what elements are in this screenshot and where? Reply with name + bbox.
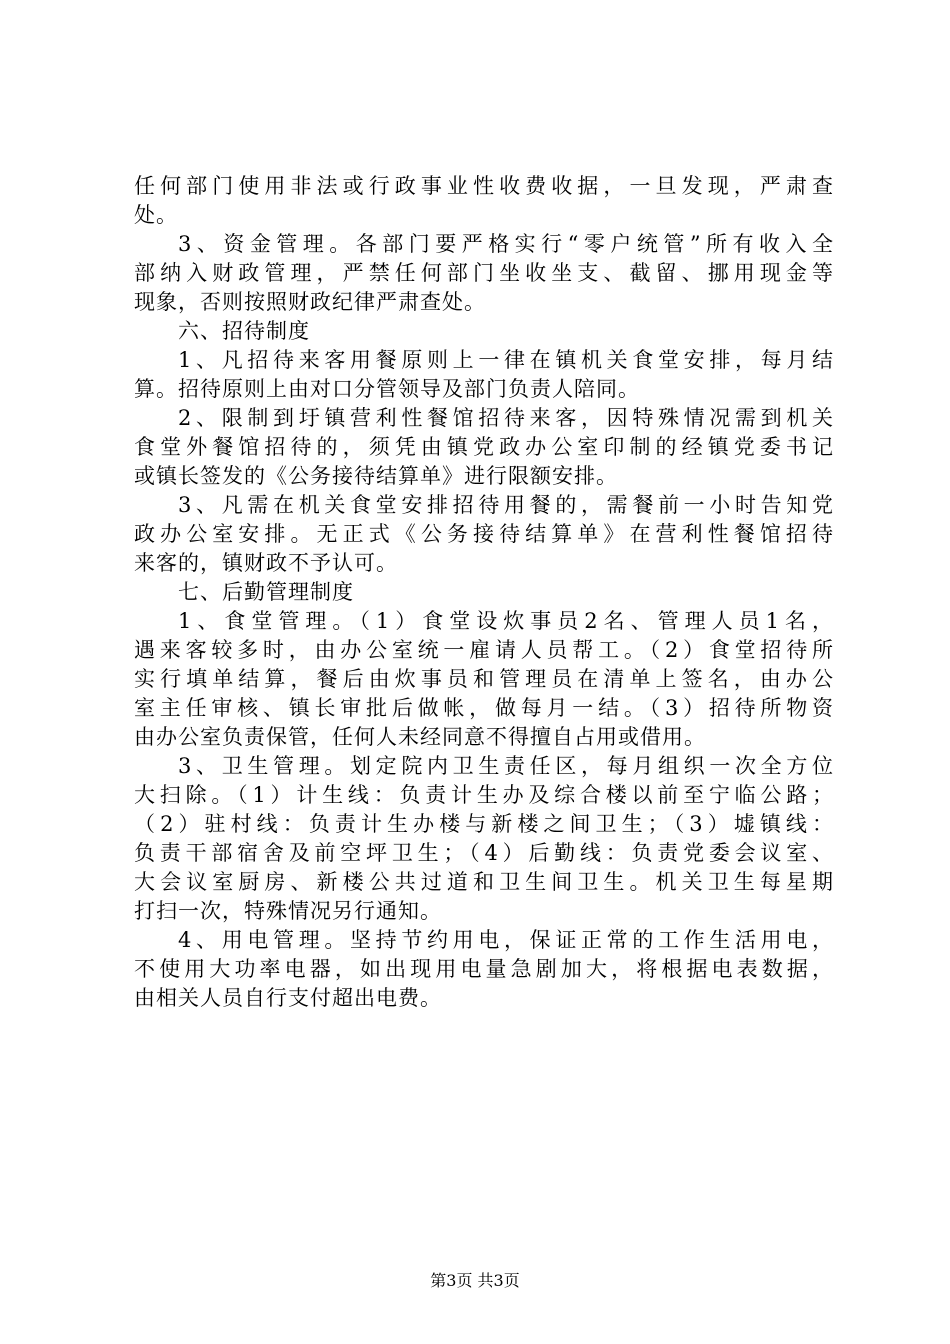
section-heading: 六、招待制度 (178, 319, 310, 343)
text-line: 处。 (134, 203, 178, 227)
text-line: 大扫除。（1）计生线：负责计生办及综合楼以前至宁临公路； (134, 783, 834, 807)
document-body (134, 172, 834, 1013)
paragraph-start-line: 3、资金管理。各部门要严格实行“零户统管”所有收入全 (178, 232, 834, 256)
paragraph-start-line: 3、卫生管理。划定院内卫生责任区，每月组织一次全方位 (178, 754, 834, 778)
text-line: 不使用大功率电器，如出现用电量急剧加大，将根据电表数据， (134, 957, 834, 981)
paragraph-start-line: 1、凡招待来客用餐原则上一律在镇机关食堂安排，每月结 (178, 348, 834, 372)
text-line: 打扫一次，特殊情况另行通知。 (134, 899, 442, 923)
text-line: 食堂外餐馆招待的，须凭由镇党政办公室印制的经镇党委书记 (134, 435, 834, 459)
text-line: 算。招待原则上由对口分管领导及部门负责人陪同。 (134, 377, 640, 401)
paragraph-start-line: 3、凡需在机关食堂安排招待用餐的，需餐前一小时告知党 (178, 493, 834, 517)
text-line: 来客的，镇财政不予认可。 (134, 551, 398, 575)
text-line: 室主任审核、镇长审批后做帐，做每月一结。（3）招待所物资 (134, 696, 834, 720)
text-line: 现象，否则按照财政纪律严肃查处。 (134, 290, 486, 314)
page-number-footer: 第3页 共3页 (430, 1271, 520, 1290)
text-line: 负责干部宿舍及前空坪卫生；（4）后勤线：负责党委会议室、 (134, 841, 834, 865)
text-line: （2）驻村线：负责计生办楼与新楼之间卫生；（3）墟镇线： (134, 812, 834, 836)
text-line: 由办公室负责保管，任何人未经同意不得擅自占用或借用。 (134, 725, 706, 749)
text-line: 实行填单结算，餐后由炊事员和管理员在清单上签名，由办公 (134, 667, 834, 691)
section-heading: 七、后勤管理制度 (178, 580, 354, 604)
text-line: 大会议室厨房、新楼公共过道和卫生间卫生。机关卫生每星期 (134, 870, 834, 894)
paragraph-start-line: 2、限制到圩镇营利性餐馆招待来客，因特殊情况需到机关 (178, 406, 834, 430)
text-line: 部纳入财政管理，严禁任何部门坐收坐支、截留、挪用现金等 (134, 261, 834, 285)
text-line: 遇来客较多时，由办公室统一雇请人员帮工。（2）食堂招待所 (134, 638, 834, 662)
text-line: 任何部门使用非法或行政事业性收费收据，一旦发现，严肃查 (134, 174, 834, 198)
text-line: 政办公室安排。无正式《公务接待结算单》在营利性餐馆招待 (134, 522, 834, 546)
paragraph-start-line: 4、用电管理。坚持节约用电，保证正常的工作生活用电， (178, 928, 834, 952)
text-line: 或镇长签发的《公务接待结算单》进行限额安排。 (134, 464, 618, 488)
paragraph-start-line: 1、食堂管理。（1）食堂设炊事员2名、管理人员1名， (178, 609, 834, 633)
text-line: 由相关人员自行支付超出电费。 (134, 986, 442, 1010)
